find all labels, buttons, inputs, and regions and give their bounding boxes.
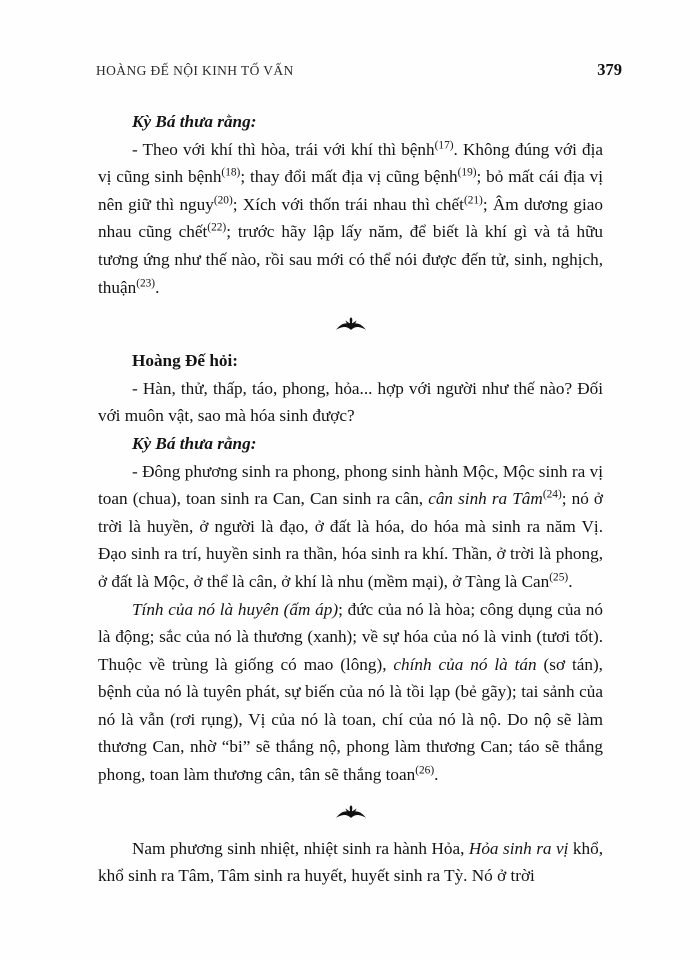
speaker-label-ky-ba-2: Kỳ Bá thưa rằng: <box>132 433 257 453</box>
p3-seg-c: . <box>568 571 573 591</box>
paragraph-3 <box>98 458 603 596</box>
paragraph-4 <box>98 596 603 789</box>
section-divider-1 <box>98 317 603 333</box>
footnote-ref-22: (22) <box>207 221 227 234</box>
section-divider-2 <box>98 805 603 821</box>
footnote-ref-20: (20) <box>213 194 233 207</box>
p4-emphasis-a: Tính của nó là huyên (ấm áp) <box>132 599 339 619</box>
p4-seg-b: (sơ tán), bệnh của nó là tuyên phát, sự biến của nó là tồi lạp (bẻ gãy); tai sảnh của nó là vẫn (rơi rụng), Vị của nó là toan, chí của nó là nộ. Do nộ sẽ làm thương Can, nhờ “bi” sẽ thắng nộ, phong làm thương Can; táo sẽ thắng phong, toan làm thương cân, tân sẽ thắng toan <box>98 654 603 785</box>
paragraph-5 <box>98 835 603 890</box>
p1-seg-h: . <box>155 277 160 297</box>
speaker-label-hoang-de: Hoàng Đế hỏi: <box>132 351 238 371</box>
p1-seg-c: ; thay đổi mất địa vị cũng bệnh <box>240 167 458 187</box>
footnote-ref-26: (26) <box>415 764 435 777</box>
footnote-ref-19: (19) <box>457 166 477 179</box>
p4-seg-a: ; đức của nó là hòa; công dụng của nó là động; sắc của nó là thương (xanh); về sự hóa của nó là vinh (tươi tốt). Thuộc về trùng là giống có mao (lông), <box>98 599 603 674</box>
footnote-ref-25: (25) <box>549 571 569 584</box>
p1-seg-d: ; bỏ mất cái địa vị nên giữ thì nguy <box>98 167 603 214</box>
body-text-column <box>98 108 603 890</box>
footnote-ref-17: (17) <box>434 138 454 151</box>
running-head <box>96 60 622 82</box>
p4-emphasis-b: chính của nó là tán <box>393 654 537 674</box>
bat-flourish-icon <box>328 317 374 333</box>
p1-seg-a: - Theo với khí thì hòa, trái với khí thì bệnh <box>132 139 435 159</box>
bat-flourish-icon <box>328 805 374 821</box>
p5-seg-b: khổ, khổ sinh ra Tâm, Tâm sinh ra huyết, huyết sinh ra Tỳ. Nó ở trời <box>98 838 604 886</box>
p1-seg-e: ; Xích với thốn trái nhau thì chết <box>232 194 464 214</box>
p5-emphasis: Hỏa sinh ra vị <box>468 838 569 858</box>
footnote-ref-21: (21) <box>463 194 483 207</box>
footnote-ref-24: (24) <box>542 488 562 501</box>
running-head-title: HOÀNG ĐẾ NỘI KINH TỐ VẤN <box>96 63 294 78</box>
p1-seg-f: ; Âm dương giao nhau cũng chết <box>98 194 603 242</box>
p3-emphasis: cân sinh ra Tâm <box>428 489 543 509</box>
paragraph-2: - Hàn, thử, thấp, táo, phong, hỏa... hợp với người như thế nào? Đối với muôn vật, sao mà hóa sinh được? <box>98 378 603 426</box>
page-number: 379 <box>597 60 622 79</box>
p4-seg-c: . <box>434 765 439 785</box>
p1-seg-b: . Không đúng với địa vị cũng sinh bệnh <box>98 139 603 187</box>
footnote-ref-18: (18) <box>221 166 241 179</box>
p1-seg-g: ; trước hãy lập lấy năm, để biết là khí gì và tả hữu tương ứng như thế nào, rồi sau mới có thể nói được đến tử, sinh, nghịch, thuận <box>98 222 604 297</box>
p3-seg-a: - Đông phương sinh ra phong, phong sinh hành Mộc, Mộc sinh ra vị toan (chua), toan sinh ra Can, Can sinh ra cân, <box>98 461 603 509</box>
p3-seg-b: ; nó ở trời là huyền, ở người là đạo, ở đất là hóa, do hóa mà sinh ra năm Vị. Đạo sinh ra trí, huyền sinh ra thần, hóa sinh ra khí. Thần, ở trời là phong, ở đất là Mộc, ở thể là cân, ở khí là nhu (mềm mại), ở Tàng là Can <box>98 489 603 591</box>
paragraph-1 <box>98 136 603 302</box>
footnote-ref-23: (23) <box>136 276 156 289</box>
p5-seg-a: Nam phương sinh nhiệt, nhiệt sinh ra hành Hỏa, <box>132 838 469 858</box>
speaker-label-ky-ba-1: Kỳ Bá thưa rằng: <box>132 112 257 131</box>
